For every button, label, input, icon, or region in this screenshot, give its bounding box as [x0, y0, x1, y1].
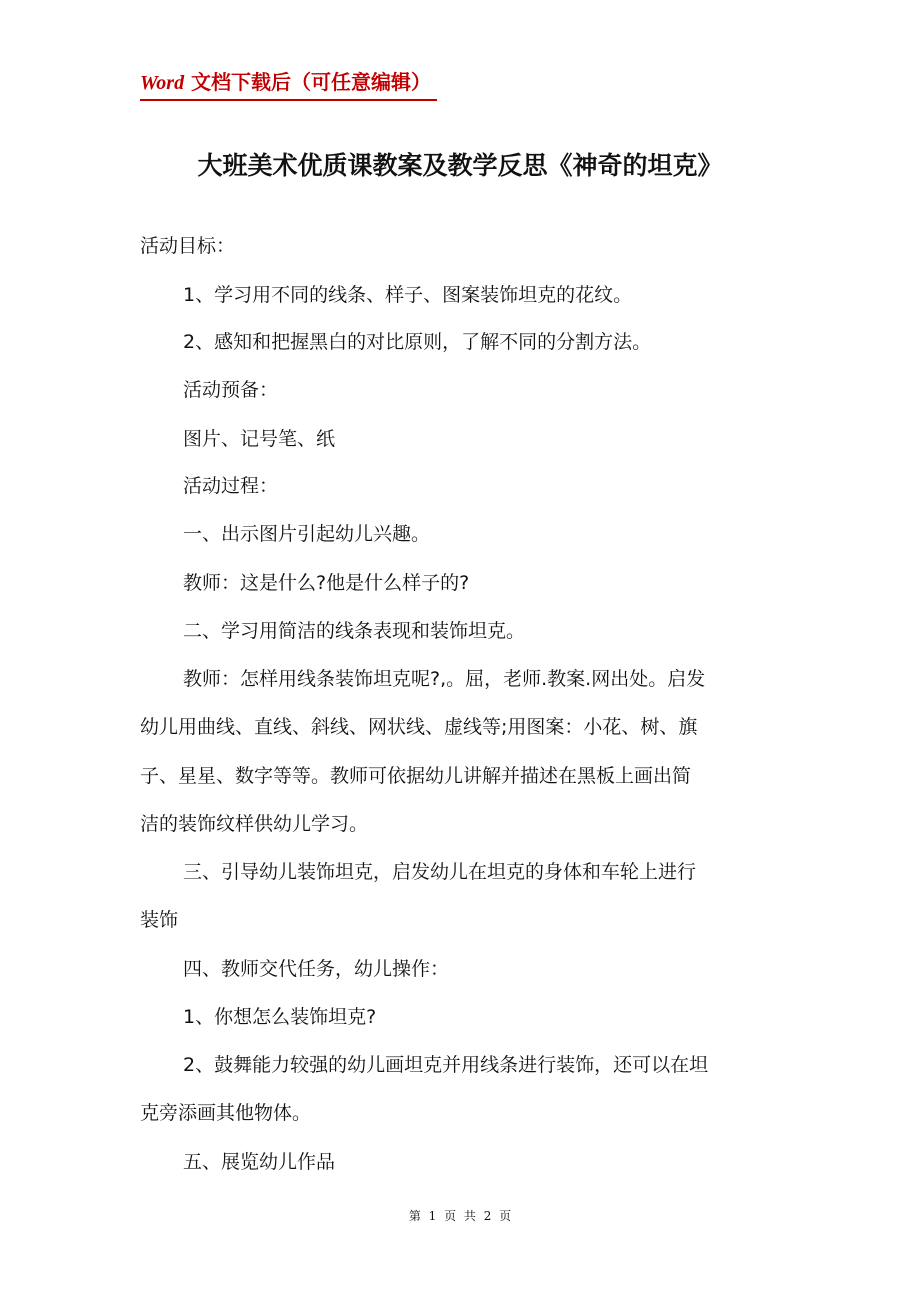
document-title: 大班美术优质课教案及教学反思《神奇的坦克》 — [197, 151, 723, 180]
paragraph-line: 2、鼓舞能力较强的幼儿画坦克并用线条进行装饰，还可以在坦 — [183, 1054, 709, 1076]
paragraph-line: 教师：这是什么?他是什么样子的? — [183, 572, 470, 594]
paragraph-line: 二、学习用简洁的线条表现和装饰坦克。 — [183, 620, 526, 642]
paragraph-line: 五、展览幼儿作品 — [183, 1151, 336, 1173]
page-footer: 第 1 页 共 2 页 — [408, 1209, 512, 1223]
paragraph-line: 1、你想怎么装饰坦克? — [183, 1006, 377, 1028]
paragraph-line: 2、感知和把握黑白的对比原则，了解不同的分割方法。 — [183, 331, 652, 353]
paragraph-line: 洁的装饰纹样供幼儿学习。 — [140, 813, 369, 835]
section-heading-goals: 活动目标： — [140, 235, 236, 257]
download-banner — [140, 68, 437, 101]
banner-text: 文档下载后（可任意编辑） — [184, 70, 432, 94]
paragraph-line: 图片、记号笔、纸 — [183, 428, 336, 450]
paragraph-line: 装饰 — [140, 909, 179, 931]
paragraph-line: 一、出示图片引起幼儿兴趣。 — [183, 523, 431, 545]
section-heading-preparation: 活动预备： — [183, 379, 279, 401]
paragraph-line: 幼儿用曲线、直线、斜线、网状线、虚线等;用图案：小花、树、旗 — [140, 716, 698, 738]
paragraph-line: 四、教师交代任务，幼儿操作： — [183, 958, 450, 980]
paragraph-line: 子、星星、数字等等。教师可依据幼儿讲解并描述在黑板上画出简 — [140, 765, 692, 787]
paragraph-line: 三、引导幼儿装饰坦克，启发幼儿在坦克的身体和车轮上进行 — [183, 861, 697, 883]
section-heading-process: 活动过程： — [183, 475, 279, 497]
banner-word: Word — [140, 72, 185, 94]
paragraph-line: 克旁添画其他物体。 — [140, 1102, 312, 1124]
paragraph-line: 1、学习用不同的线条、样子、图案装饰坦克的花纹。 — [183, 284, 633, 306]
paragraph-line: 教师：怎样用线条装饰坦克呢?,。屈，老师.教案.网出处。启发 — [183, 668, 706, 690]
